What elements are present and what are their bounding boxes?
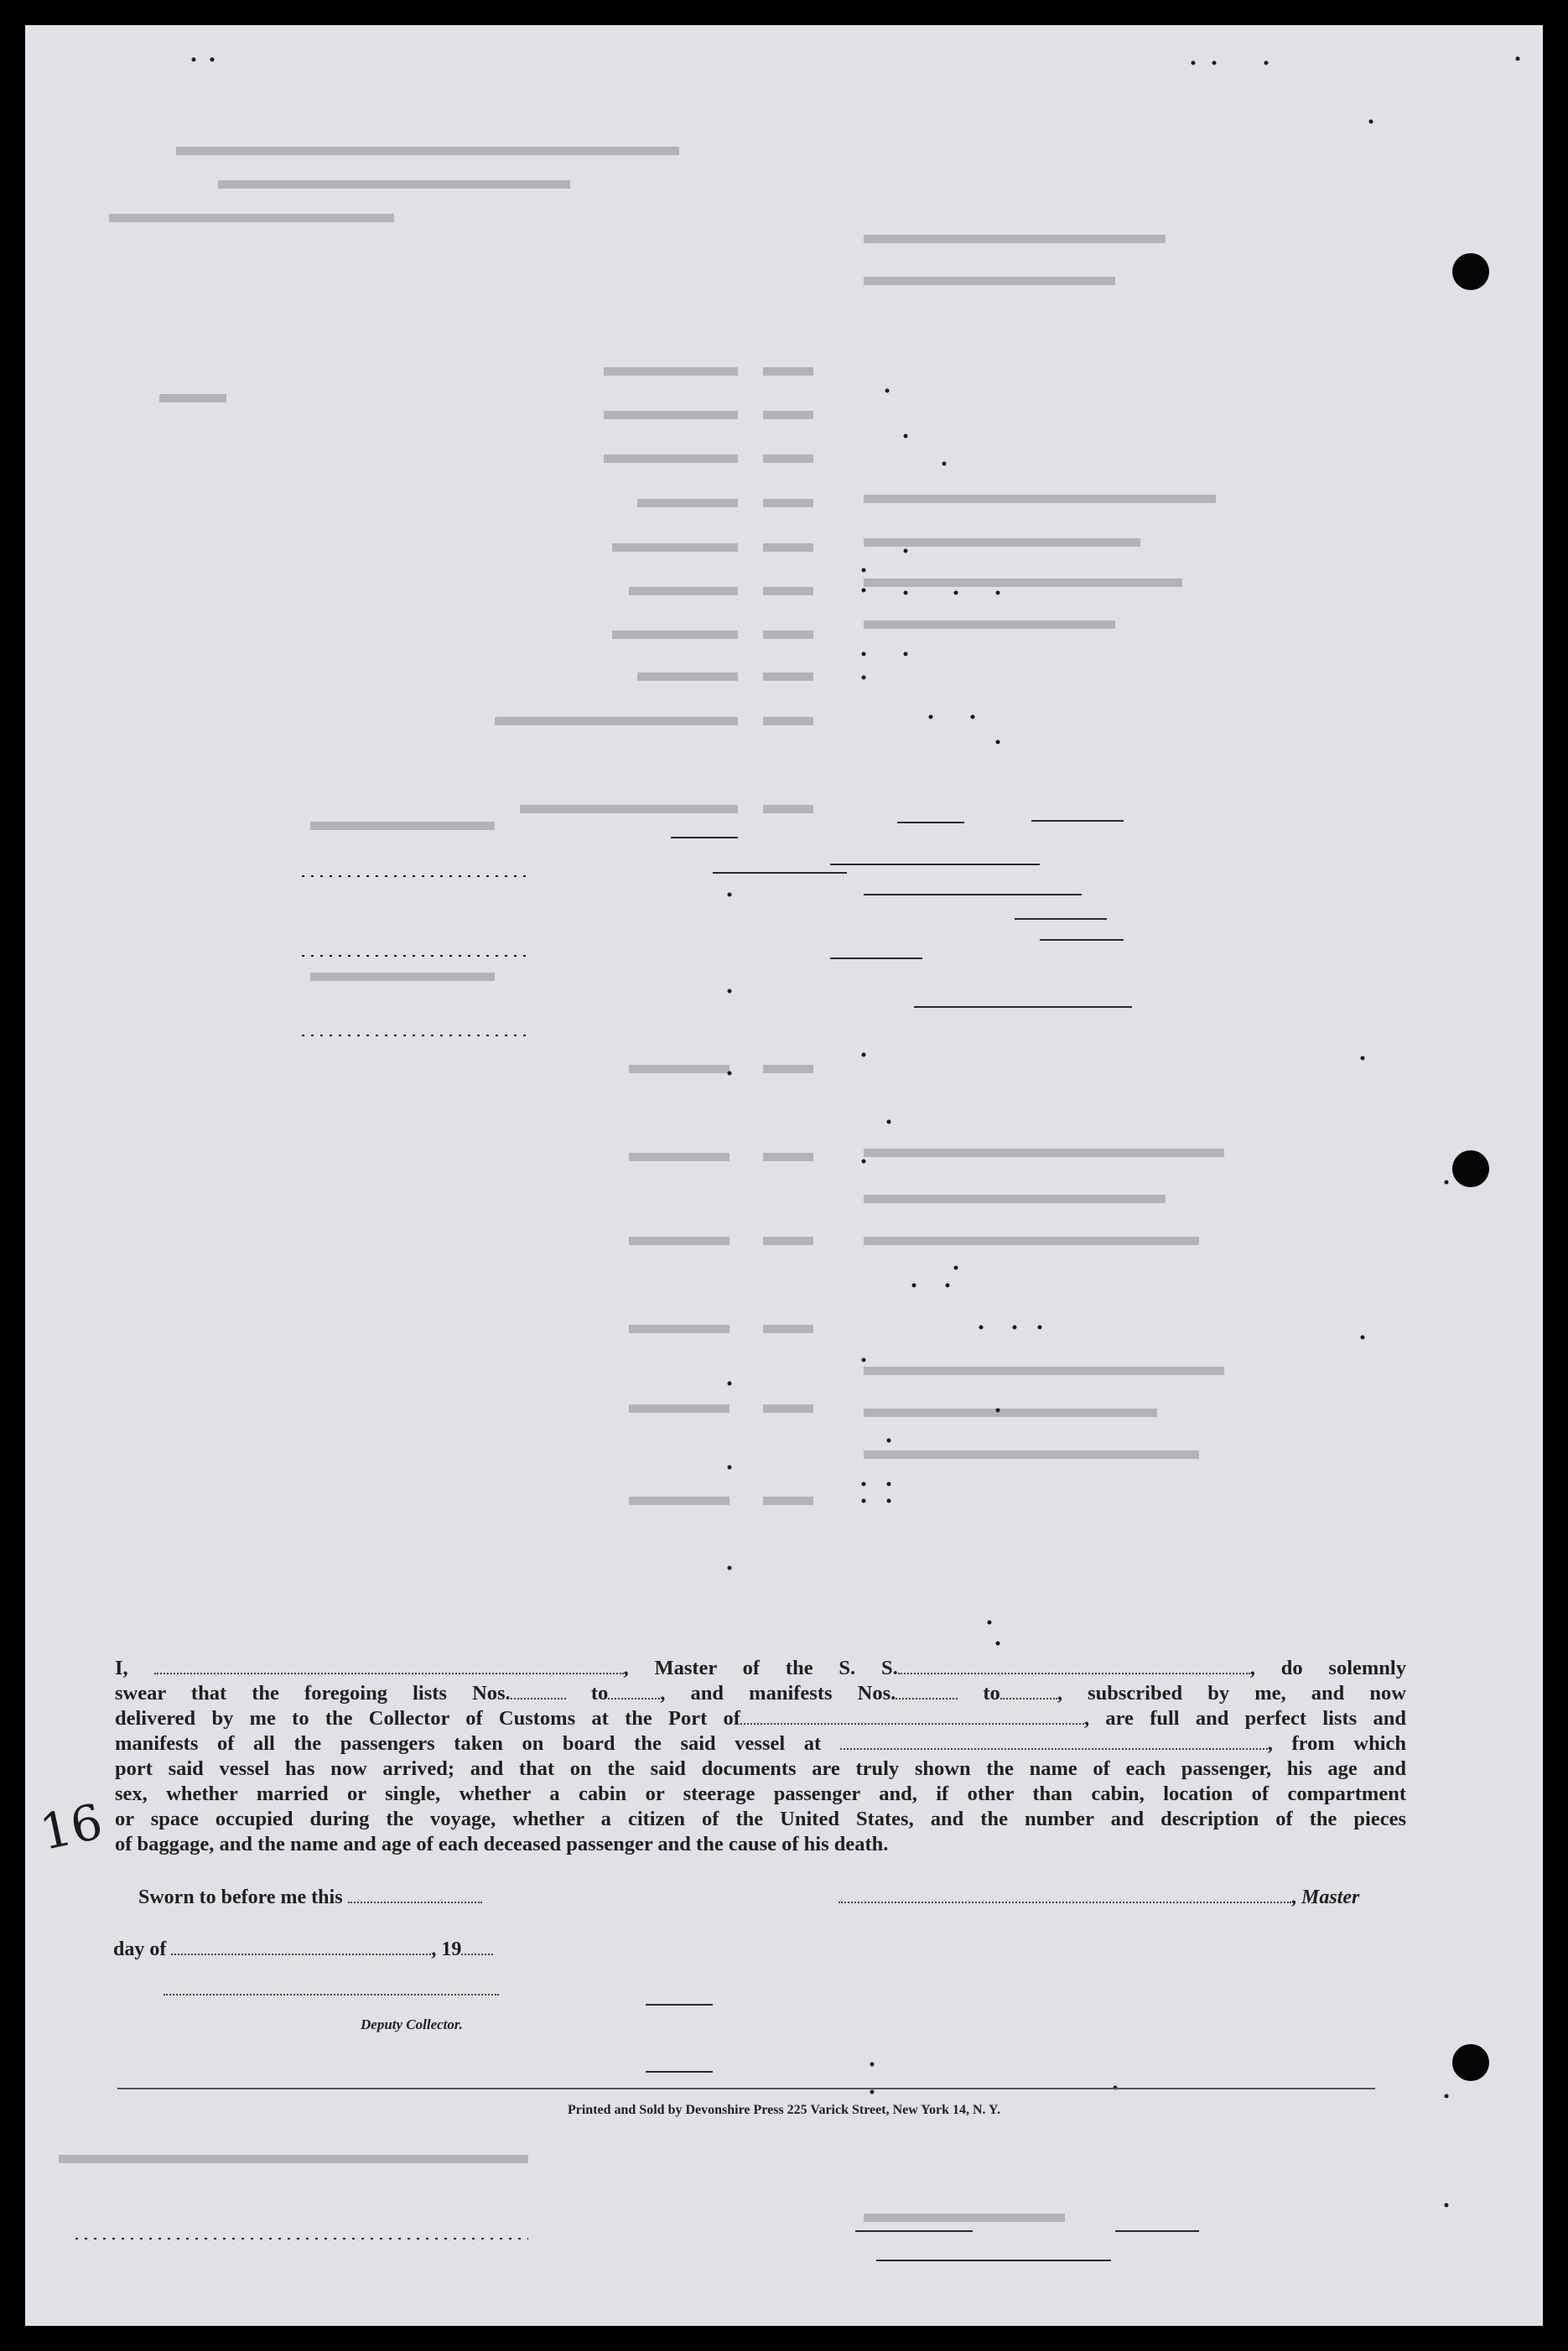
master-signature-line: , Master	[839, 1887, 1359, 1909]
oath-line-7: or space occupied during the voyage, whether a citizen of the United States, and the number and description of the pieces	[115, 1808, 1406, 1830]
printer-imprint: Printed and Sold by Devonshire Press 225 Varick Street, New York 14, N. Y.	[567, 2103, 1001, 2117]
punch-hole	[1452, 2044, 1489, 2081]
deputy-collector-label: Deputy Collector.	[361, 2016, 463, 2032]
handwritten-annotation: 16	[34, 1793, 108, 1861]
deputy-collector-line	[164, 1979, 499, 2001]
punch-hole	[1452, 1150, 1489, 1187]
oath-line-8: of baggage, and the name and age of each deceased passenger and the cause of his death.	[115, 1833, 889, 1855]
oath-line-3: delivered by me to the Collector of Customs at the Port of , are full and perfect lists and	[115, 1707, 1406, 1730]
oath-line-6: sex, whether married or single, whether a cabin or steerage passenger and, if other than cabin, location of compartment	[115, 1783, 1406, 1805]
oath-line-2: swear that the foregoing lists Nos. to , and manifests Nos. to , subscribed by me, and now	[115, 1682, 1406, 1705]
sworn-line: Sworn to before me this	[138, 1887, 482, 1909]
oath-line-5: port said vessel has now arrived; and that on the said documents are truly shown the name of each passenger, his age and	[115, 1757, 1406, 1780]
oath-paragraph	[115, 1656, 1406, 1857]
oath-line-1: I, , Master of the S. S. , do solemnly	[115, 1657, 1406, 1679]
footer-rule	[117, 2088, 1375, 2089]
oath-line-4: manifests of all the passengers taken on board the said vessel at , from which	[115, 1732, 1406, 1755]
punch-hole	[1452, 253, 1489, 290]
day-of-line: day of , 19	[113, 1938, 493, 1961]
form-page	[25, 25, 1543, 2326]
